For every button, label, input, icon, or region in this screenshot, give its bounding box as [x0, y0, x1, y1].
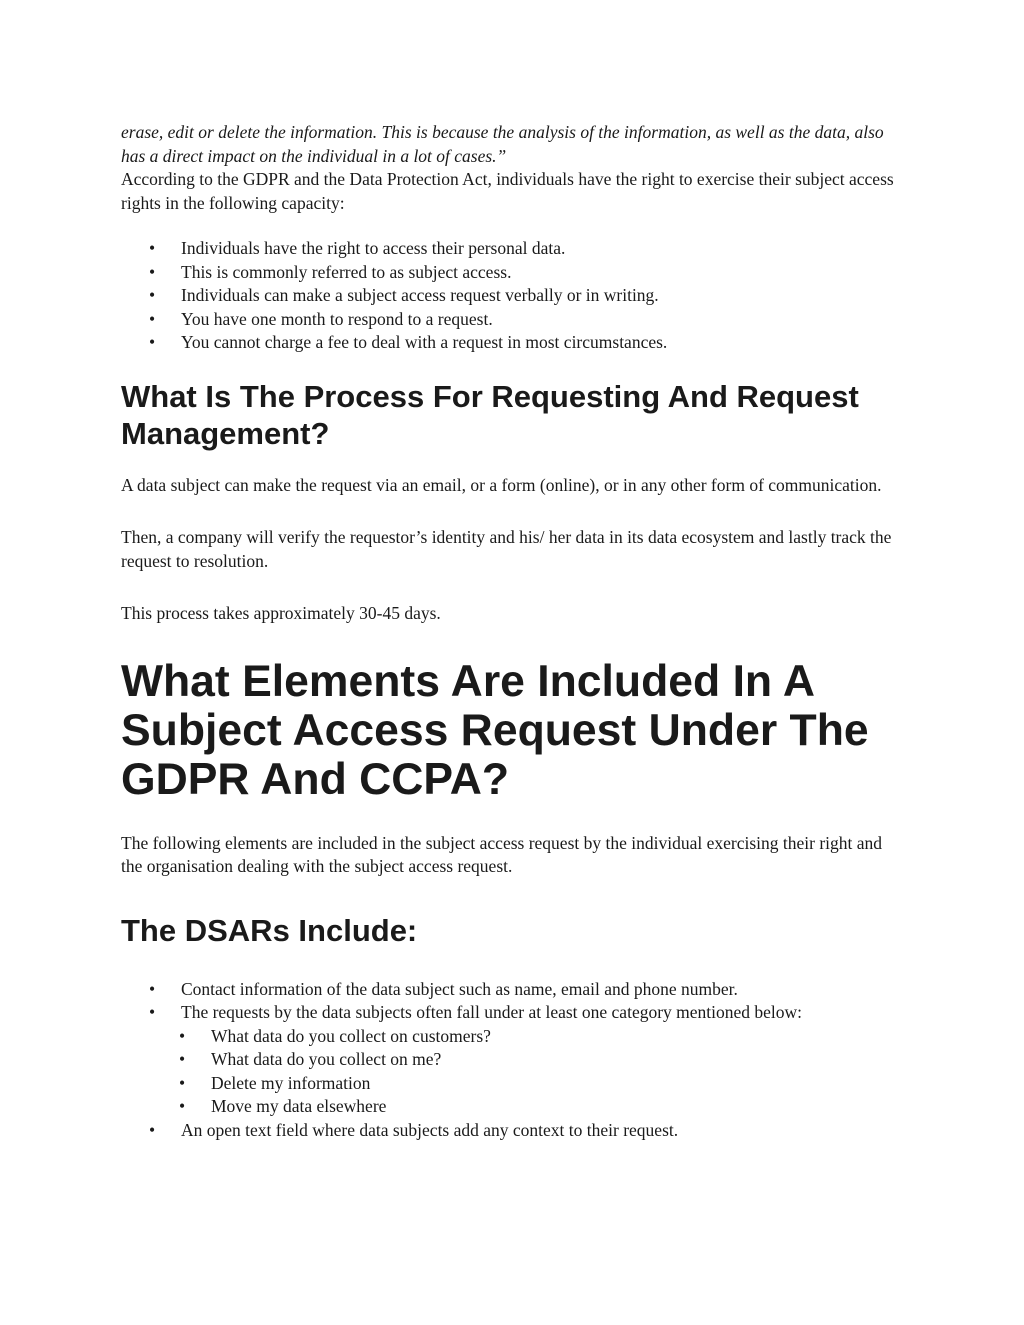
list-item: • The requests by the data subjects often fall under at least one category mentioned below: — [121, 1001, 901, 1025]
elements-paragraph: The following elements are included in the subject access request by the individual exercising their right and the organisation dealing with the subject access request. — [121, 832, 883, 876]
document-page — [121, 121, 901, 1142]
heading-dsars: The DSARs Include: — [121, 912, 418, 948]
rights-list — [121, 237, 901, 355]
list-item: • Individuals can make a subject access request verbally or in writing. — [121, 284, 901, 308]
process-paragraph-2: Then, a company will verify the requestor’s identity and his/ her data in its data ecosystem and lastly track the request to resolution. — [121, 527, 892, 571]
list-item: • What data do you collect on me? — [121, 1048, 901, 1072]
list-item: • What data do you collect on customers? — [121, 1025, 901, 1049]
list-item: • Individuals have the right to access their personal data. — [121, 237, 901, 261]
list-item: • An open text field where data subjects add any context to their request. — [121, 1119, 901, 1143]
dsar-sublist — [121, 1025, 901, 1119]
list-item: • Contact information of the data subject such as name, email and phone number. — [121, 978, 901, 1002]
process-paragraph-3: This process takes approximately 30-45 days. — [121, 603, 441, 623]
list-item: • You cannot charge a fee to deal with a request in most circumstances. — [121, 331, 901, 355]
process-paragraph-1: A data subject can make the request via an email, or a form (online), or in any other form of communication. — [121, 474, 882, 495]
list-item: • Move my data elsewhere — [121, 1095, 901, 1119]
dsar-list — [121, 978, 901, 1025]
list-item: • This is commonly referred to as subject access. — [121, 261, 901, 285]
dsar-list-end — [121, 1119, 901, 1143]
heading-elements: What Elements Are Included In A Subject Access Request Under The GDPR And CCPA? — [121, 656, 869, 804]
list-item: • Delete my information — [121, 1072, 901, 1096]
list-item: • You have one month to respond to a request. — [121, 308, 901, 332]
quote-paragraph: erase, edit or delete the information. This is because the analysis of the information, as well as the data, also has a direct impact on the individual in a lot of cases.” — [121, 122, 884, 166]
heading-process: What Is The Process For Requesting And Request Management? — [121, 378, 859, 451]
intro-paragraph: According to the GDPR and the Data Protection Act, individuals have the right to exercise their subject access rights in the following capacity: — [121, 169, 894, 213]
